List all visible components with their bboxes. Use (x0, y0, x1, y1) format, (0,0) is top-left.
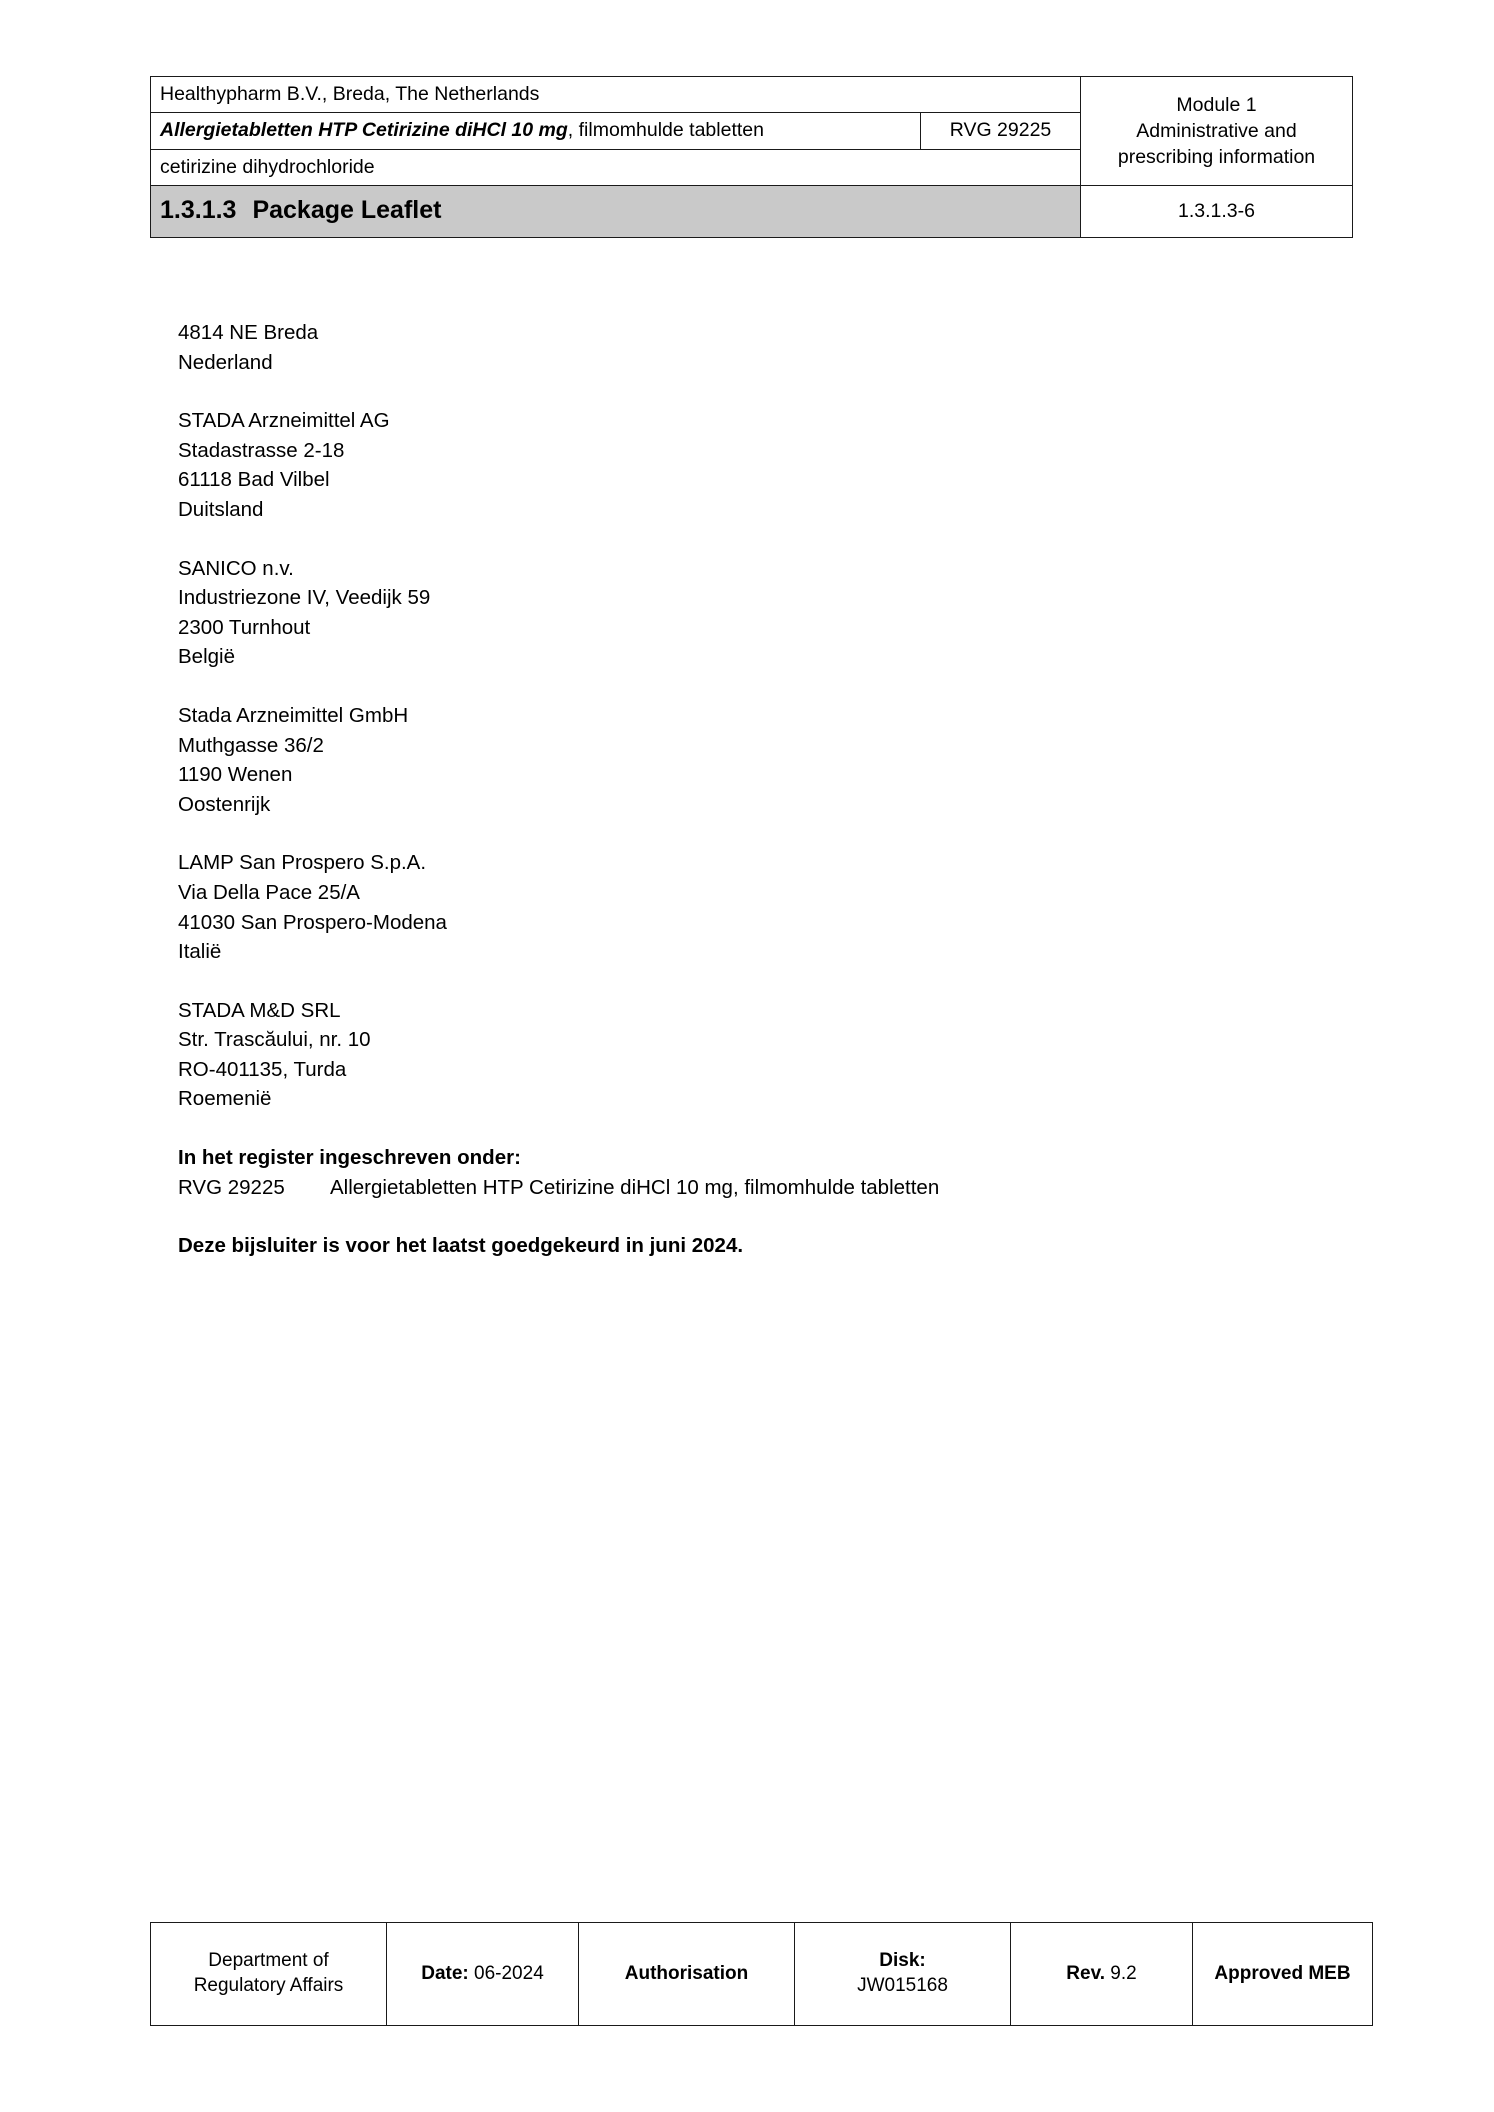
register-row (178, 1173, 1358, 1203)
document-footer-table (150, 1922, 1373, 2026)
company-cell (151, 77, 1081, 113)
module-line-1: Module 1 (1176, 93, 1257, 116)
date-label: Date: (421, 1962, 469, 1984)
address-line: Industriezone IV, Veedijk 59 (178, 586, 431, 610)
authorisation-label: Authorisation (624, 1962, 749, 1984)
address-line: 4814 NE Breda (178, 321, 319, 344)
address-line: Nederland (178, 350, 273, 374)
address-line: Via Della Pace 25/A (178, 880, 360, 904)
header-row-company (151, 77, 1353, 113)
address-block (178, 996, 1358, 1114)
page-reference-cell (1081, 186, 1353, 238)
address-line: Muthgasse 36/2 (178, 733, 324, 757)
address-line: Stada Arzneimittel GmbH (178, 703, 409, 727)
address-line: Str. Trascăului, nr. 10 (178, 1028, 371, 1052)
address-block (178, 406, 1358, 524)
register-rvg-code: RVG 29225 (178, 1175, 285, 1199)
address-line: 61118 Bad Vilbel (178, 468, 330, 492)
section-number: 1.3.1.3 (160, 196, 237, 225)
disk-value: JW015168 (857, 1975, 948, 1996)
module-cell (1081, 77, 1353, 186)
address-line: Stadastrasse 2-18 (178, 438, 345, 462)
footer-approved-cell (1193, 1923, 1373, 2026)
address-line: RO-401135, Turda (178, 1057, 347, 1081)
address-line: 2300 Turnhout (178, 615, 311, 639)
address-block (178, 318, 1358, 377)
department-line-2: Regulatory Affairs (193, 1975, 344, 1996)
footer-rev-cell (1011, 1923, 1193, 2026)
approved-meb-label: Approved MEB (1214, 1962, 1351, 1984)
footer-row (151, 1923, 1373, 2026)
address-line: SANICO n.v. (178, 556, 294, 580)
address-line: 1190 Wenen (178, 763, 293, 787)
address-line: Duitsland (178, 497, 264, 521)
register-heading: In het register ingeschreven onder: (178, 1146, 521, 1170)
address-block (178, 848, 1358, 966)
company-name: Healthypharm B.V., Breda, The Netherlands (160, 83, 540, 105)
department-line-1: Department of (208, 1950, 329, 1972)
address-line: STADA Arzneimittel AG (178, 409, 390, 433)
footer-date-cell (387, 1923, 579, 2026)
register-block (178, 1143, 1358, 1202)
address-line: België (178, 645, 235, 669)
address-block (178, 701, 1358, 819)
address-line: Italië (178, 940, 222, 964)
active-substance: cetirizine dihydrochloride (160, 155, 375, 178)
approval-date-line: Deze bijsluiter is voor het laatst goedgekeurd in juni 2024. (178, 1234, 744, 1258)
rvg-number: RVG 29225 (949, 119, 1052, 142)
rvg-number-cell (921, 113, 1081, 149)
address-line: Oostenrijk (178, 792, 271, 816)
address-line: STADA M&D SRL (178, 998, 341, 1022)
address-block (178, 554, 1358, 672)
address-line: 41030 San Prospero-Modena (178, 910, 447, 934)
register-product-name: Allergietabletten HTP Cetirizine diHCl 10 mg, filmomhulde tabletten (330, 1175, 940, 1199)
document-header-table (150, 76, 1353, 238)
address-line: Roemenië (178, 1087, 272, 1111)
footer-authorisation-cell (579, 1923, 795, 2026)
footer-department-cell (151, 1923, 387, 2026)
date-value: 06-2024 (474, 1962, 544, 1984)
product-name-emphasis: Allergietabletten HTP Cetirizine diHCl 10 mg (160, 119, 568, 142)
section-title-cell (151, 186, 1081, 238)
page-reference: 1.3.1.3-6 (1178, 199, 1255, 222)
footer-disk-cell (795, 1923, 1011, 2026)
substance-cell (151, 149, 1081, 185)
product-name-suffix: , filmomhulde tabletten (567, 119, 764, 142)
rev-value: 9.2 (1110, 1962, 1137, 1984)
document-body (178, 318, 1358, 1261)
address-line: LAMP San Prospero S.p.A. (178, 851, 427, 875)
disk-label: Disk: (879, 1950, 926, 1972)
product-name-cell (151, 113, 921, 149)
rev-label: Rev. (1066, 1962, 1106, 1984)
section-title: Package Leaflet (252, 196, 442, 225)
header-row-section (151, 186, 1353, 238)
module-line-3: prescribing information (1117, 146, 1316, 169)
module-line-2: Administrative and (1136, 119, 1297, 142)
